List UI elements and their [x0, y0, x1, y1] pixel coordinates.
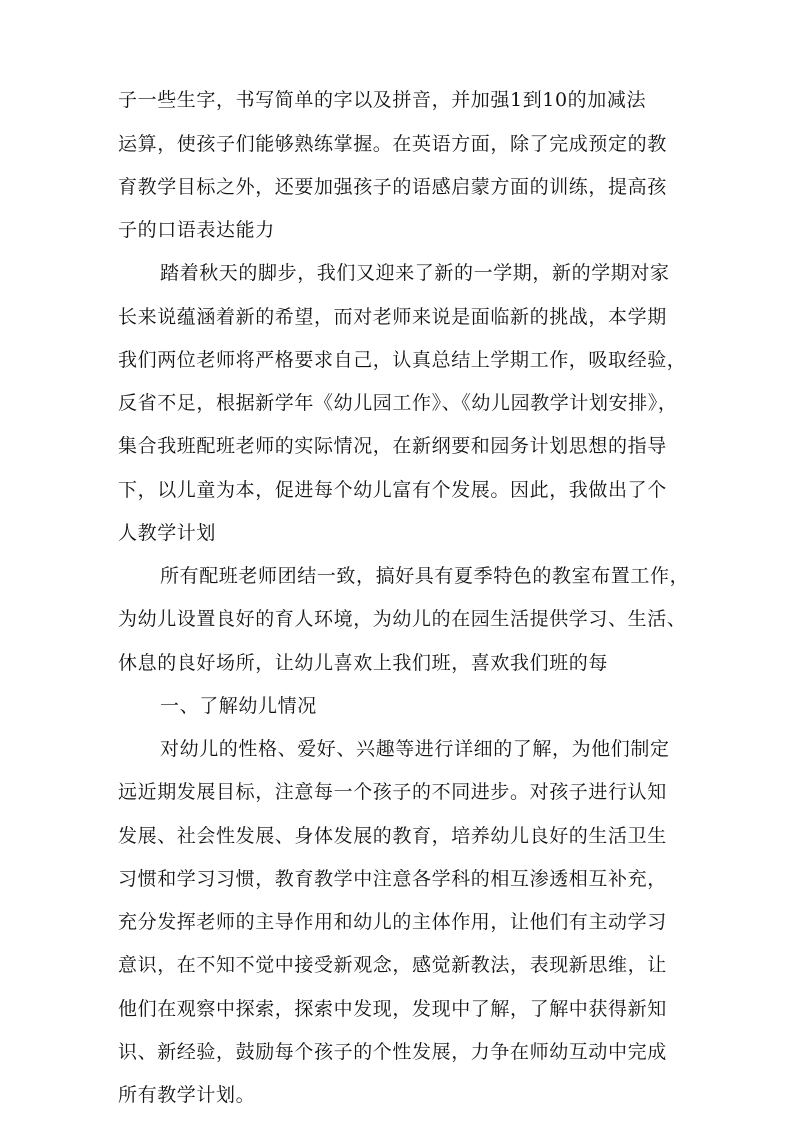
text-line: 意识，在不知不觉中接受新观念，感觉新教法，表现新思维，让: [118, 954, 667, 976]
paragraph-first-line: 踏着秋天的脚步，我们又迎来了新的一学期，新的学期对家: [160, 262, 670, 284]
text-line: 我们两位老师将严格要求自己，认真总结上学期工作，吸取经验，: [118, 349, 687, 371]
text-line: 下，以儿童为本，促进每个幼儿富有个发展。因此，我做出了个: [118, 479, 667, 501]
text-line: 习惯和学习习惯，教育教学中注意各学科的相互渗透相互补充，: [118, 868, 667, 890]
text-line: 充分发挥老师的主导作用和幼儿的主体作用，让他们有主动学习: [118, 911, 667, 933]
text-line: 运算，使孩子们能够熟练掌握。在英语方面，除了完成预定的教: [118, 133, 667, 155]
text-line: 集合我班配班老师的实际情况，在新纲要和园务计划思想的指导: [118, 435, 667, 457]
text-line: 育教学目标之外，还要加强孩子的语感启蒙方面的训练，提高孩: [118, 176, 667, 198]
text-line: 识、新经验，鼓励每个孩子的个性发展，力争在师幼互动中完成: [118, 1041, 667, 1063]
section-heading: 一、了解幼儿情况: [160, 695, 317, 717]
text-line: 长来说蕴涵着新的希望，而对老师来说是面临新的挑战，本学期: [118, 306, 667, 328]
text-line: 为幼儿设置良好的育人环境，为幼儿的在园生活提供学习、生活、: [118, 608, 687, 630]
paragraph-first-line: 所有配班老师团结一致，搞好具有夏季特色的教室布置工作，: [160, 565, 690, 587]
text-line: 人教学计划: [118, 522, 217, 544]
text-line: 远近期发展目标，注意每一个孩子的不同进步。对孩子进行认知: [118, 781, 667, 803]
text-line: 休息的良好场所，让幼儿喜欢上我们班，喜欢我们班的每: [118, 652, 609, 674]
text-line: 子的口语表达能力: [118, 219, 275, 241]
text-line: 反省不足，根据新学年《幼儿园工作》、《幼儿园教学计划安排》，: [118, 392, 678, 414]
paragraph-first-line: 对幼儿的性格、爱好、兴趣等进行详细的了解，为他们制定: [160, 738, 670, 760]
text-line: 他们在观察中探索，探索中发现，发现中了解，了解中获得新知: [118, 998, 667, 1020]
text-line: 发展、社会性发展、身体发展的教育，培养幼儿良好的生活卫生: [118, 825, 667, 847]
text-line: 所有教学计划。: [118, 1084, 256, 1106]
text-line: 子一些生字，书写简单的字以及拼音，并加强1到10的加减法: [118, 89, 647, 111]
